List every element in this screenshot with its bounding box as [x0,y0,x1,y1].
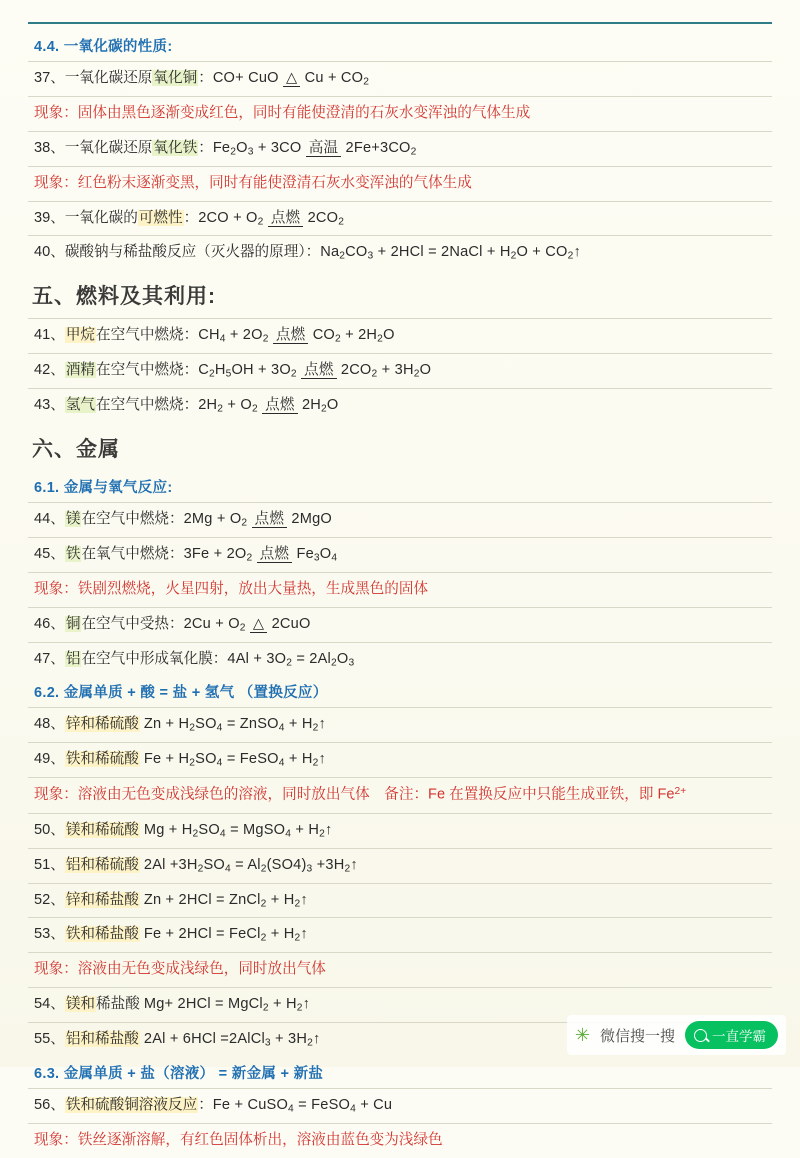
section-heading-6-3: 6.3. 金属单质 + 盐（溶液） = 新金属 + 新盐 [34,1065,324,1082]
equation: Mg+ 2HCl = MgCl$_2$ + $H_2↑$ [143,996,311,1014]
item-label-tail: 稀盐酸 [96,996,144,1013]
equation: $Mg + H_2SO_4$ = MgSO$_4$ + $H_2↑$ [143,821,333,840]
section-heading-6: 六、金属 [32,438,120,462]
item-44 [28,502,772,537]
item-number: 48、 [34,716,65,733]
note-38: 现象：红色粉末逐渐变黑，同时有能使澄清石灰水变浑浊的气体生成 [28,166,772,201]
item-label-highlight: 可燃性 [138,209,183,226]
item-label: 一氧化碳还原 [64,139,153,156]
item-label: 一氧化碳的 [64,209,138,226]
watermark-search-text: 一直学霸 [712,1029,766,1044]
note-45: 现象：铁剧烈燃烧，火星四射，放出大量热，生成黑色的固体 [28,572,772,607]
item-56 [28,1088,772,1123]
equation: CO+ CuO △ $Cu + CO_2$ [212,70,370,88]
item-label-tail: 在空气中燃烧： [96,397,199,414]
equation: Fe + 2HCl = FeCl$_2$ + $H_2↑$ [143,926,308,944]
item-number: 39、 [34,209,65,226]
item-48 [28,707,772,742]
item-number: 43、 [34,397,65,414]
item-label-highlight: 铝 [65,650,81,667]
equation: $4Al + 3O_2 = 2Al_2O_3$ [227,650,355,669]
item-number: 45、 [34,545,65,562]
equation: $Na_2CO_3 + 2HCl$ = 2NaCl + $H_2O$ + $CO_2↑$ [320,244,581,262]
item-41 [28,318,772,353]
item-label-tail: 在空气中燃烧： [81,511,184,528]
item-number: 46、 [34,615,65,632]
item-label-highlight: 甲烷 [65,327,96,344]
item-number: 47、 [34,650,65,667]
item-label-highlight: 铜 [65,615,81,632]
item-number: 52、 [34,891,65,908]
item-47 [28,642,772,677]
item-label-tail: ： [198,70,213,86]
item-label-tail: ： [183,209,199,226]
item-number: 54、 [34,996,65,1013]
item-label-tail: ： [198,139,213,156]
item-label-highlight: 氧化铜 [153,70,198,86]
item-label-tail: 在空气中燃烧： [96,362,199,379]
item-label-highlight: 氢气 [65,397,96,414]
watermark-brand: 微信搜一搜 [599,1027,675,1045]
top-divider [28,22,772,24]
equation: Fe + CuSO$_4$ = FeSO$_4$ + Cu [212,1096,393,1115]
note-56: 现象：铁丝逐渐溶解，有红色固体析出，溶液由蓝色变为浅绿色 [28,1123,772,1158]
item-label-highlight: 镁和 [65,996,96,1013]
equation: $2Al +3H_2SO_4 = Al_2(SO4)_3$ $+3H_2↑$ [143,856,358,875]
item-label-tail: 在氧气中燃烧： [81,545,184,562]
equation: 2Al + 6HCl =2AlCl$_3$ + $3H_2↑$ [143,1031,321,1049]
search-icon [694,1029,707,1042]
item-label-highlight: 铁和稀盐酸 [65,926,139,943]
item-number: 40、 [34,244,65,261]
equation: $Zn + H_2SO_4$ = ZnSO$_4$ + $H_2↑$ [143,716,326,735]
item-number: 55、 [34,1031,65,1048]
equation: $Fe + H_2SO_4$ = FeSO$_4$ + $H_2↑$ [143,751,326,769]
item-label-highlight: 锌和稀硫酸 [65,716,139,733]
item-43 [28,388,772,423]
item-number: 38、 [34,139,65,156]
item-51 [28,848,772,883]
section-heading-5: 五、燃料及其利用: [32,285,216,309]
item-50 [28,813,772,848]
item-37 [28,61,772,96]
equation: $CH_4 + 2O_2$ 点燃 $CO_2 + 2H_2O$ [198,327,395,345]
watermark [567,1015,786,1055]
item-label-tail: ： [198,1096,213,1113]
note-37: 现象：固体由黑色逐渐变成红色，同时有能使澄清的石灰水变浑浊的气体生成 [28,96,772,131]
item-label-highlight: 铁和硫酸铜溶液反应 [65,1096,198,1113]
section-heading-6-2: 6.2. 金属单质 + 酸 = 盐 + 氢气 （置换反应） [34,685,328,702]
section-heading-6-1: 6.1. 金属与氧气反应: [34,480,173,497]
watermark-search-pill[interactable] [685,1021,778,1049]
item-label: 一氧化碳还原 [64,70,153,86]
item-49 [28,742,772,777]
item-label-highlight: 铁 [65,545,81,562]
item-number: 42、 [34,362,65,379]
item-label: 碳酸钠与稀盐酸反应（灭火器的原理）： [64,244,321,261]
item-label-tail: 在空气中形成氧化膜： [81,650,228,667]
item-label-highlight: 酒精 [65,362,96,379]
section-heading-4-4: 4.4. 一氧化碳的性质: [34,39,173,55]
item-number: 51、 [34,856,65,873]
item-52 [28,883,772,918]
equation: $2Mg + O_2$ 点燃 2MgO [183,511,332,529]
item-label-highlight: 铝和稀盐酸 [65,1031,139,1048]
item-number: 53、 [34,926,65,943]
item-45 [28,537,772,572]
item-39 [28,201,772,236]
note-49: 现象：溶液由无色变成浅绿色的溶液，同时放出气体 备注：Fe 在置换反应中只能生成亚铁，即 $Fe^{2+}$ [28,777,772,812]
item-number: 37、 [34,70,65,86]
equation: $C_2H_5OH + 3O_2$ 点燃 $2CO_2 + 3H_2O$ [198,362,432,380]
item-number: 41、 [34,327,65,344]
item-number: 44、 [34,511,65,528]
item-label-tail: 在空气中受热： [81,615,184,632]
item-38 [28,131,772,166]
item-label-highlight: 铝和稀硫酸 [65,856,139,873]
item-label-highlight: 铁和稀硫酸 [65,751,139,768]
item-46 [28,607,772,642]
item-number: 50、 [34,821,65,838]
item-40 [28,235,772,270]
item-label-tail: 在空气中燃烧： [96,327,199,344]
item-42 [28,353,772,388]
item-label-highlight: 镁 [65,511,81,528]
item-label-highlight: 氧化铁 [153,139,198,156]
equation: $2Cu + O_2$ △ 2CuO [183,615,311,634]
note-53: 现象：溶液由无色变成浅绿色，同时放出气体 [28,952,772,987]
equation: $2H_2 + O_2$ 点燃 $2H_2O$ [198,397,339,415]
item-label-highlight: 镁和稀硫酸 [65,821,139,838]
equation: Zn + 2HCl = ZnCl$_2$ + $H_2↑$ [143,891,308,910]
item-label-highlight: 锌和稀盐酸 [65,891,139,908]
item-53 [28,917,772,952]
equation: $Fe_2O_3 + 3CO$ 高温 $2Fe+3CO_2$ [212,139,417,158]
wechat-logo-icon: ✳ [574,1025,590,1045]
item-number: 49、 [34,751,65,768]
equation: $2CO + O_2$ 点燃 $2CO_2$ [198,209,345,228]
item-number: 56、 [34,1096,65,1113]
equation: $3Fe + 2O_2$ 点燃 $Fe_3O_4$ [183,545,338,564]
